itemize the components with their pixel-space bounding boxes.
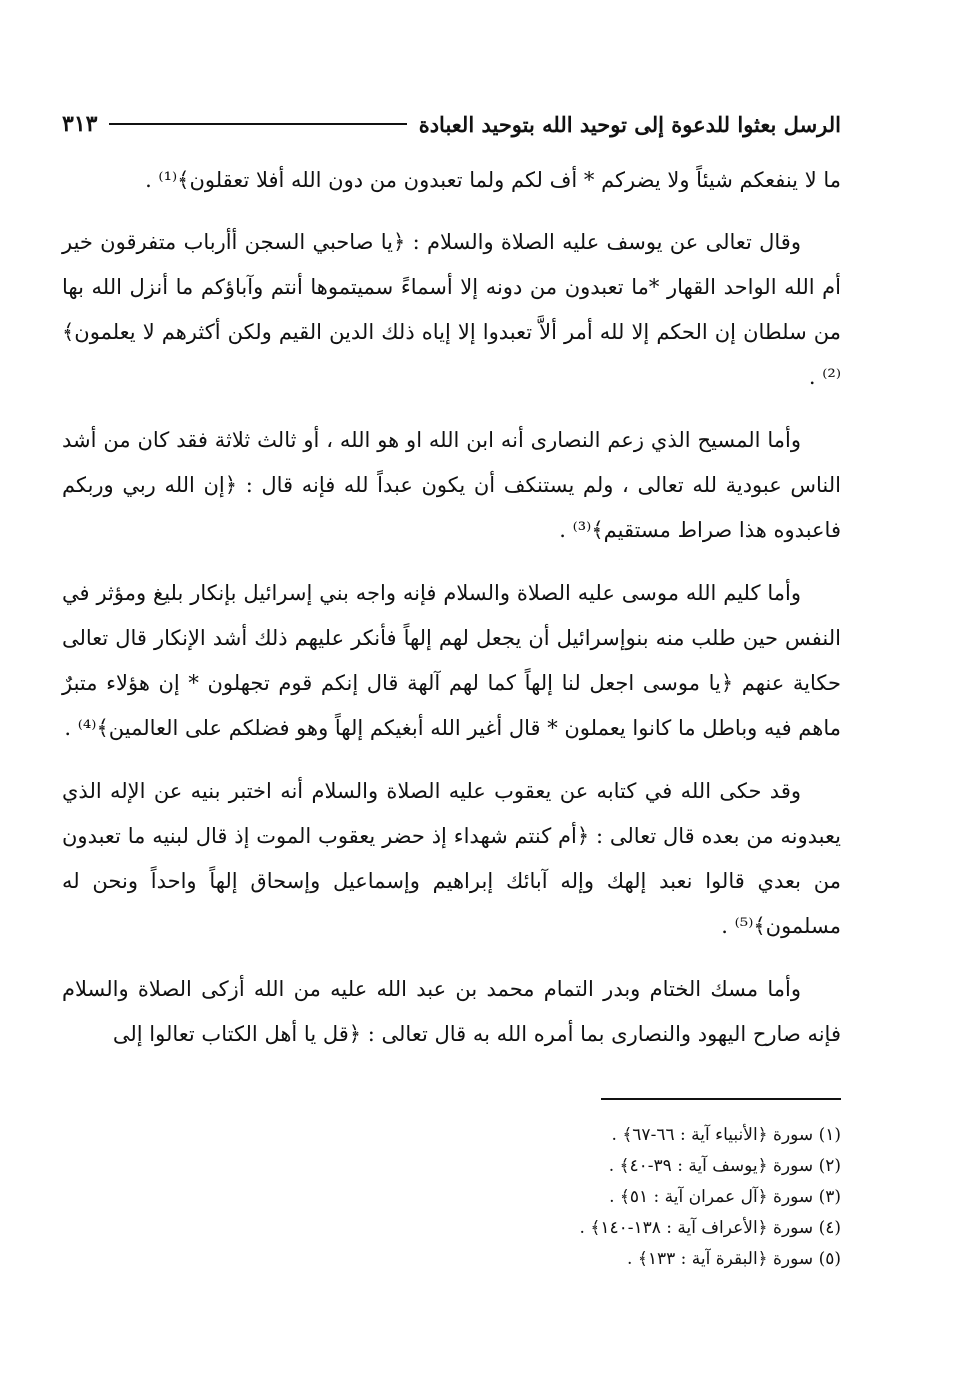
paragraph-quran-continuation: ما لا ينفعكم شيئاً ولا يضركم * أف لكم ولما تعبدون من دون الله أفلا تعقلون﴾⁽¹⁾ . <box>145 168 841 192</box>
footnote-1: (١) سورة ﴿الأنبياء آية : ٦٦-٦٧﴾ . <box>611 1125 841 1145</box>
footnote-2: (٢) سورة ﴿يوسف آية : ٣٩-٤٠﴾ . <box>608 1156 841 1176</box>
page-number: ٣١٣ <box>62 111 98 137</box>
paragraph-yaqub: وقد حكى الله في كتابه عن يعقوب عليه الصلاة والسلام أنه اختبر بنيه عن الإله الذي يعبدونه من بعده قال تعالى : ﴿أم كنتم شهداء إذ حضر يعقوب الموت إذ قال لبنيه ما تعبدون من بعدي قالوا نعبد إلهك وإله آبائك إبراهيم وإسماعيل وإسحاق إلهاً واحداً ونحن له مسلمون﴾⁽⁵⁾ . <box>62 779 841 938</box>
footnote-separator <box>601 1098 841 1100</box>
paragraph-masih: وأما المسيح الذي زعم النصارى أنه ابن الله او هو الله ، أو ثالث ثلاثة فقد كان من أشد الناس عبودية لله تعالى ، ولم يستنكف أن يكون عبداً لله فإنه قال : ﴿إن الله ربي وربكم فاعبدوه هذا صراط مستقيم﴾⁽³⁾ . <box>62 428 842 542</box>
paragraph-yusuf: وقال تعالى عن يوسف عليه الصلاة والسلام : ﴿يا صاحبي السجن أأرباب متفرقون خير أم الله الواحد القهار *ما تعبدون من دونه إلا أسماءً سميتموها أنتم وآباؤكم ما أنزل الله بها من سلطان إن الحكم إلا لله أمر ألاَّ تعبدوا إلا إياه ذلك الدين القيم ولكن أكثرهم لا يعلمون﴾⁽²⁾ . <box>62 230 841 389</box>
paragraph-muhammad: وأما مسك الختام وبدر التمام محمد بن عبد الله عليه من الله أزكى الصلاة والسلام فإنه صارح اليهود والنصارى بما أمره الله به قال تعالى : ﴿قل يا أهل الكتاب تعالوا إلى <box>62 977 841 1046</box>
chapter-title: الرسل بعثوا للدعوة إلى توحيد الله بتوحيد العبادة <box>418 111 841 137</box>
footnote-3: (٣) سورة ﴿آل عمران آية : ٥١﴾ . <box>609 1187 841 1207</box>
paragraph-musa: وأما كليم الله موسى عليه الصلاة والسلام فإنه واجه بني إسرائيل بإنكار بليغ ومؤثر في النفس حين طلب منه بنوإسرائيل أن يجعل لهم إلهاً فأنكر عليهم ذلك أشد الإنكار قال تعالى حكاية عنهم ﴿يا موسى اجعل لنا إلهاً كما لهم آلهة قال إنكم قوم تجهلون * إن هؤلاء متبرٌ ماهم فيه وباطل ما كانوا يعملون * قال أغير الله أبغيكم إلهاً وهو فضلكم على العالمين﴾⁽⁴⁾ . <box>62 581 841 740</box>
running-header <box>62 102 841 146</box>
header-rule <box>109 123 406 125</box>
footnote-4: (٤) سورة ﴿الأعراف آية : ١٣٨-١٤٠﴾ . <box>579 1218 841 1238</box>
main-text <box>62 158 841 1075</box>
footnote-5: (٥) سورة ﴿البقرة آية : ١٣٣﴾ . <box>627 1249 841 1269</box>
footnotes <box>421 1120 841 1275</box>
